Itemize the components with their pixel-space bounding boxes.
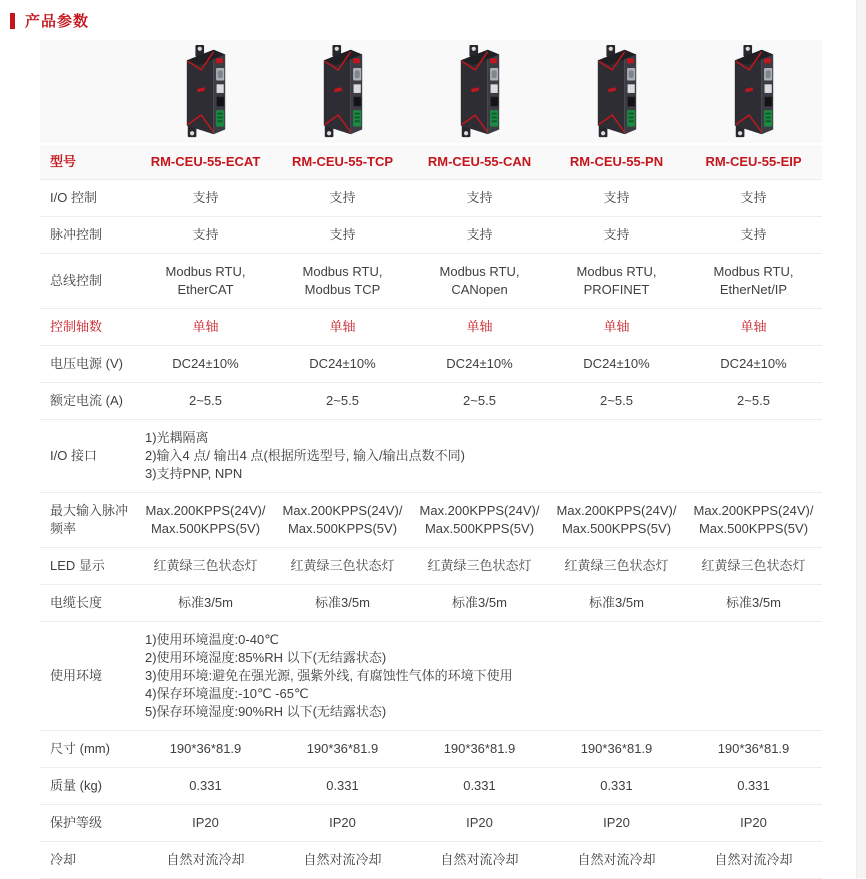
product-image-cell — [274, 40, 411, 143]
spec-value: 红黄绿三色状态灯 — [153, 558, 258, 573]
spec-value: IP20 — [740, 815, 767, 830]
spec-value: Modbus RTU, Modbus TCP — [302, 264, 383, 297]
spec-value: 支持 — [466, 190, 493, 205]
spec-value: IP20 — [466, 815, 493, 830]
table-row — [40, 346, 822, 383]
spec-value: 自然对流冷却 — [166, 852, 245, 867]
spec-value: 190*36*81.9 — [443, 741, 516, 756]
spec-value: 支持 — [329, 227, 356, 242]
spec-value: 单轴 — [192, 319, 219, 334]
table-row — [40, 805, 822, 842]
table-row — [40, 217, 822, 254]
page-title: 产品参数 — [25, 13, 90, 30]
spec-value: IP20 — [603, 815, 630, 830]
spec-line: 4)保存环境温度:-10℃ -65℃ — [145, 686, 309, 701]
spec-value: Modbus RTU, CANopen — [439, 264, 520, 297]
model-name: RM-CEU-55-CAN — [427, 154, 532, 169]
model-name: RM-CEU-55-PN — [569, 154, 664, 169]
spec-label: 保护等级 — [50, 815, 103, 830]
spec-merged-value — [137, 420, 822, 492]
image-row-spacer — [40, 40, 137, 143]
spec-value: 190*36*81.9 — [717, 741, 790, 756]
spec-line: 1)光耦隔离 — [145, 430, 209, 445]
spec-value: 0.331 — [463, 778, 496, 793]
product-image-cell — [411, 40, 548, 143]
spec-value: 标准3/5m — [452, 595, 507, 610]
spec-value: 标准3/5m — [178, 595, 233, 610]
spec-label: 尺寸 (mm) — [50, 741, 110, 756]
spec-value: 2~5.5 — [326, 393, 359, 408]
spec-value: 2~5.5 — [737, 393, 770, 408]
spec-value: 单轴 — [740, 319, 767, 334]
spec-value: 2~5.5 — [189, 393, 222, 408]
product-image-cell — [548, 40, 685, 143]
product-image-cell — [685, 40, 822, 143]
spec-value: 0.331 — [326, 778, 359, 793]
table-row — [40, 548, 822, 585]
spec-value: DC24±10% — [720, 356, 787, 371]
table-row — [40, 842, 822, 879]
section-accent-bar-icon — [10, 13, 15, 29]
spec-value: 自然对流冷却 — [577, 852, 656, 867]
spec-value: Max.200KPPS(24V)/ Max.500KPPS(5V) — [145, 503, 266, 536]
model-name: RM-CEU-55-ECAT — [150, 154, 261, 169]
spec-value: 190*36*81.9 — [306, 741, 379, 756]
table-row — [40, 309, 822, 346]
spec-line: 5)保存环境湿度:90%RH 以下(无结露状态) — [145, 704, 387, 719]
section-header — [0, 0, 866, 32]
table-row — [40, 493, 822, 548]
product-image — [723, 44, 785, 140]
product-image — [312, 44, 374, 140]
spec-value: 红黄绿三色状态灯 — [290, 558, 395, 573]
spec-label: 电压电源 (V) — [50, 356, 123, 371]
spec-value: 190*36*81.9 — [169, 741, 242, 756]
spec-label: 脉冲控制 — [50, 227, 103, 242]
spec-value: Max.200KPPS(24V)/ Max.500KPPS(5V) — [693, 503, 814, 536]
spec-value: DC24±10% — [309, 356, 376, 371]
spec-line: 2)输入4 点/ 输出4 点(根据所选型号, 输入/输出点数不同) — [145, 448, 465, 463]
table-row — [40, 622, 822, 731]
spec-value: 单轴 — [329, 319, 356, 334]
spec-value: DC24±10% — [583, 356, 650, 371]
spec-label: 总线控制 — [50, 273, 103, 288]
spec-value: Max.200KPPS(24V)/ Max.500KPPS(5V) — [282, 503, 403, 536]
spec-value: 自然对流冷却 — [714, 852, 793, 867]
model-name: RM-CEU-55-TCP — [291, 154, 394, 169]
spec-value: 支持 — [466, 227, 493, 242]
spec-value: 标准3/5m — [589, 595, 644, 610]
spec-value: Modbus RTU, EtherNet/IP — [713, 264, 794, 297]
table-row — [40, 585, 822, 622]
table-row — [40, 383, 822, 420]
spec-label: 使用环境 — [50, 668, 103, 683]
product-image — [449, 44, 511, 140]
spec-value: 单轴 — [466, 319, 493, 334]
spec-label: 质量 (kg) — [50, 778, 103, 793]
spec-value: Max.200KPPS(24V)/ Max.500KPPS(5V) — [556, 503, 677, 536]
spec-label: 额定电流 (A) — [50, 393, 123, 408]
spec-value: 支持 — [740, 190, 767, 205]
spec-value: 支持 — [329, 190, 356, 205]
spec-value: 支持 — [603, 190, 630, 205]
table-row — [40, 420, 822, 493]
spec-value: 0.331 — [189, 778, 222, 793]
spec-label: 控制轴数 — [50, 319, 103, 334]
product-image — [175, 44, 237, 140]
spec-value: 190*36*81.9 — [580, 741, 653, 756]
page-scrollbar[interactable] — [856, 0, 866, 878]
spec-value: 2~5.5 — [463, 393, 496, 408]
model-row — [40, 145, 822, 180]
spec-merged-value — [137, 622, 822, 730]
product-image-cell — [137, 40, 274, 143]
spec-value: 自然对流冷却 — [303, 852, 382, 867]
table-row — [40, 180, 822, 217]
spec-value: 单轴 — [603, 319, 630, 334]
spec-value: 红黄绿三色状态灯 — [701, 558, 806, 573]
spec-label: I/O 控制 — [50, 190, 97, 205]
spec-value: DC24±10% — [446, 356, 513, 371]
spec-value: Max.200KPPS(24V)/ Max.500KPPS(5V) — [419, 503, 540, 536]
spec-line: 3)使用环境:避免在强光源, 强紫外线, 有腐蚀性气体的环境下使用 — [145, 668, 513, 683]
spec-value: 标准3/5m — [726, 595, 781, 610]
spec-label: 电缆长度 — [50, 595, 103, 610]
spec-value: Modbus RTU, EtherCAT — [165, 264, 246, 297]
product-spec-table — [40, 40, 822, 879]
table-row — [40, 254, 822, 309]
spec-line: 1)使用环境温度:0-40℃ — [145, 632, 279, 647]
spec-value: 支持 — [192, 190, 219, 205]
spec-value: 0.331 — [737, 778, 770, 793]
table-row — [40, 768, 822, 805]
spec-value: Modbus RTU, PROFINET — [576, 264, 657, 297]
spec-value: 标准3/5m — [315, 595, 370, 610]
spec-value: 红黄绿三色状态灯 — [564, 558, 669, 573]
model-name: RM-CEU-55-EIP — [705, 154, 802, 169]
product-image — [586, 44, 648, 140]
spec-label: LED 显示 — [50, 558, 105, 573]
spec-value: 2~5.5 — [600, 393, 633, 408]
spec-line: 2)使用环境湿度:85%RH 以下(无结露状态) — [145, 650, 387, 665]
spec-value: 自然对流冷却 — [440, 852, 519, 867]
spec-value: IP20 — [329, 815, 356, 830]
table-row — [40, 731, 822, 768]
spec-label: 最大输入脉冲频率 — [50, 503, 129, 536]
spec-label-model: 型号 — [50, 154, 77, 169]
spec-value: 0.331 — [600, 778, 633, 793]
product-image-row — [40, 40, 822, 145]
spec-value: 支持 — [192, 227, 219, 242]
spec-value: 支持 — [603, 227, 630, 242]
spec-value: DC24±10% — [172, 356, 239, 371]
spec-value: IP20 — [192, 815, 219, 830]
spec-line: 3)支持PNP, NPN — [145, 466, 243, 481]
spec-label: 冷却 — [50, 852, 77, 867]
spec-value: 支持 — [740, 227, 767, 242]
spec-value: 红黄绿三色状态灯 — [427, 558, 532, 573]
spec-label: I/O 接口 — [50, 448, 97, 463]
